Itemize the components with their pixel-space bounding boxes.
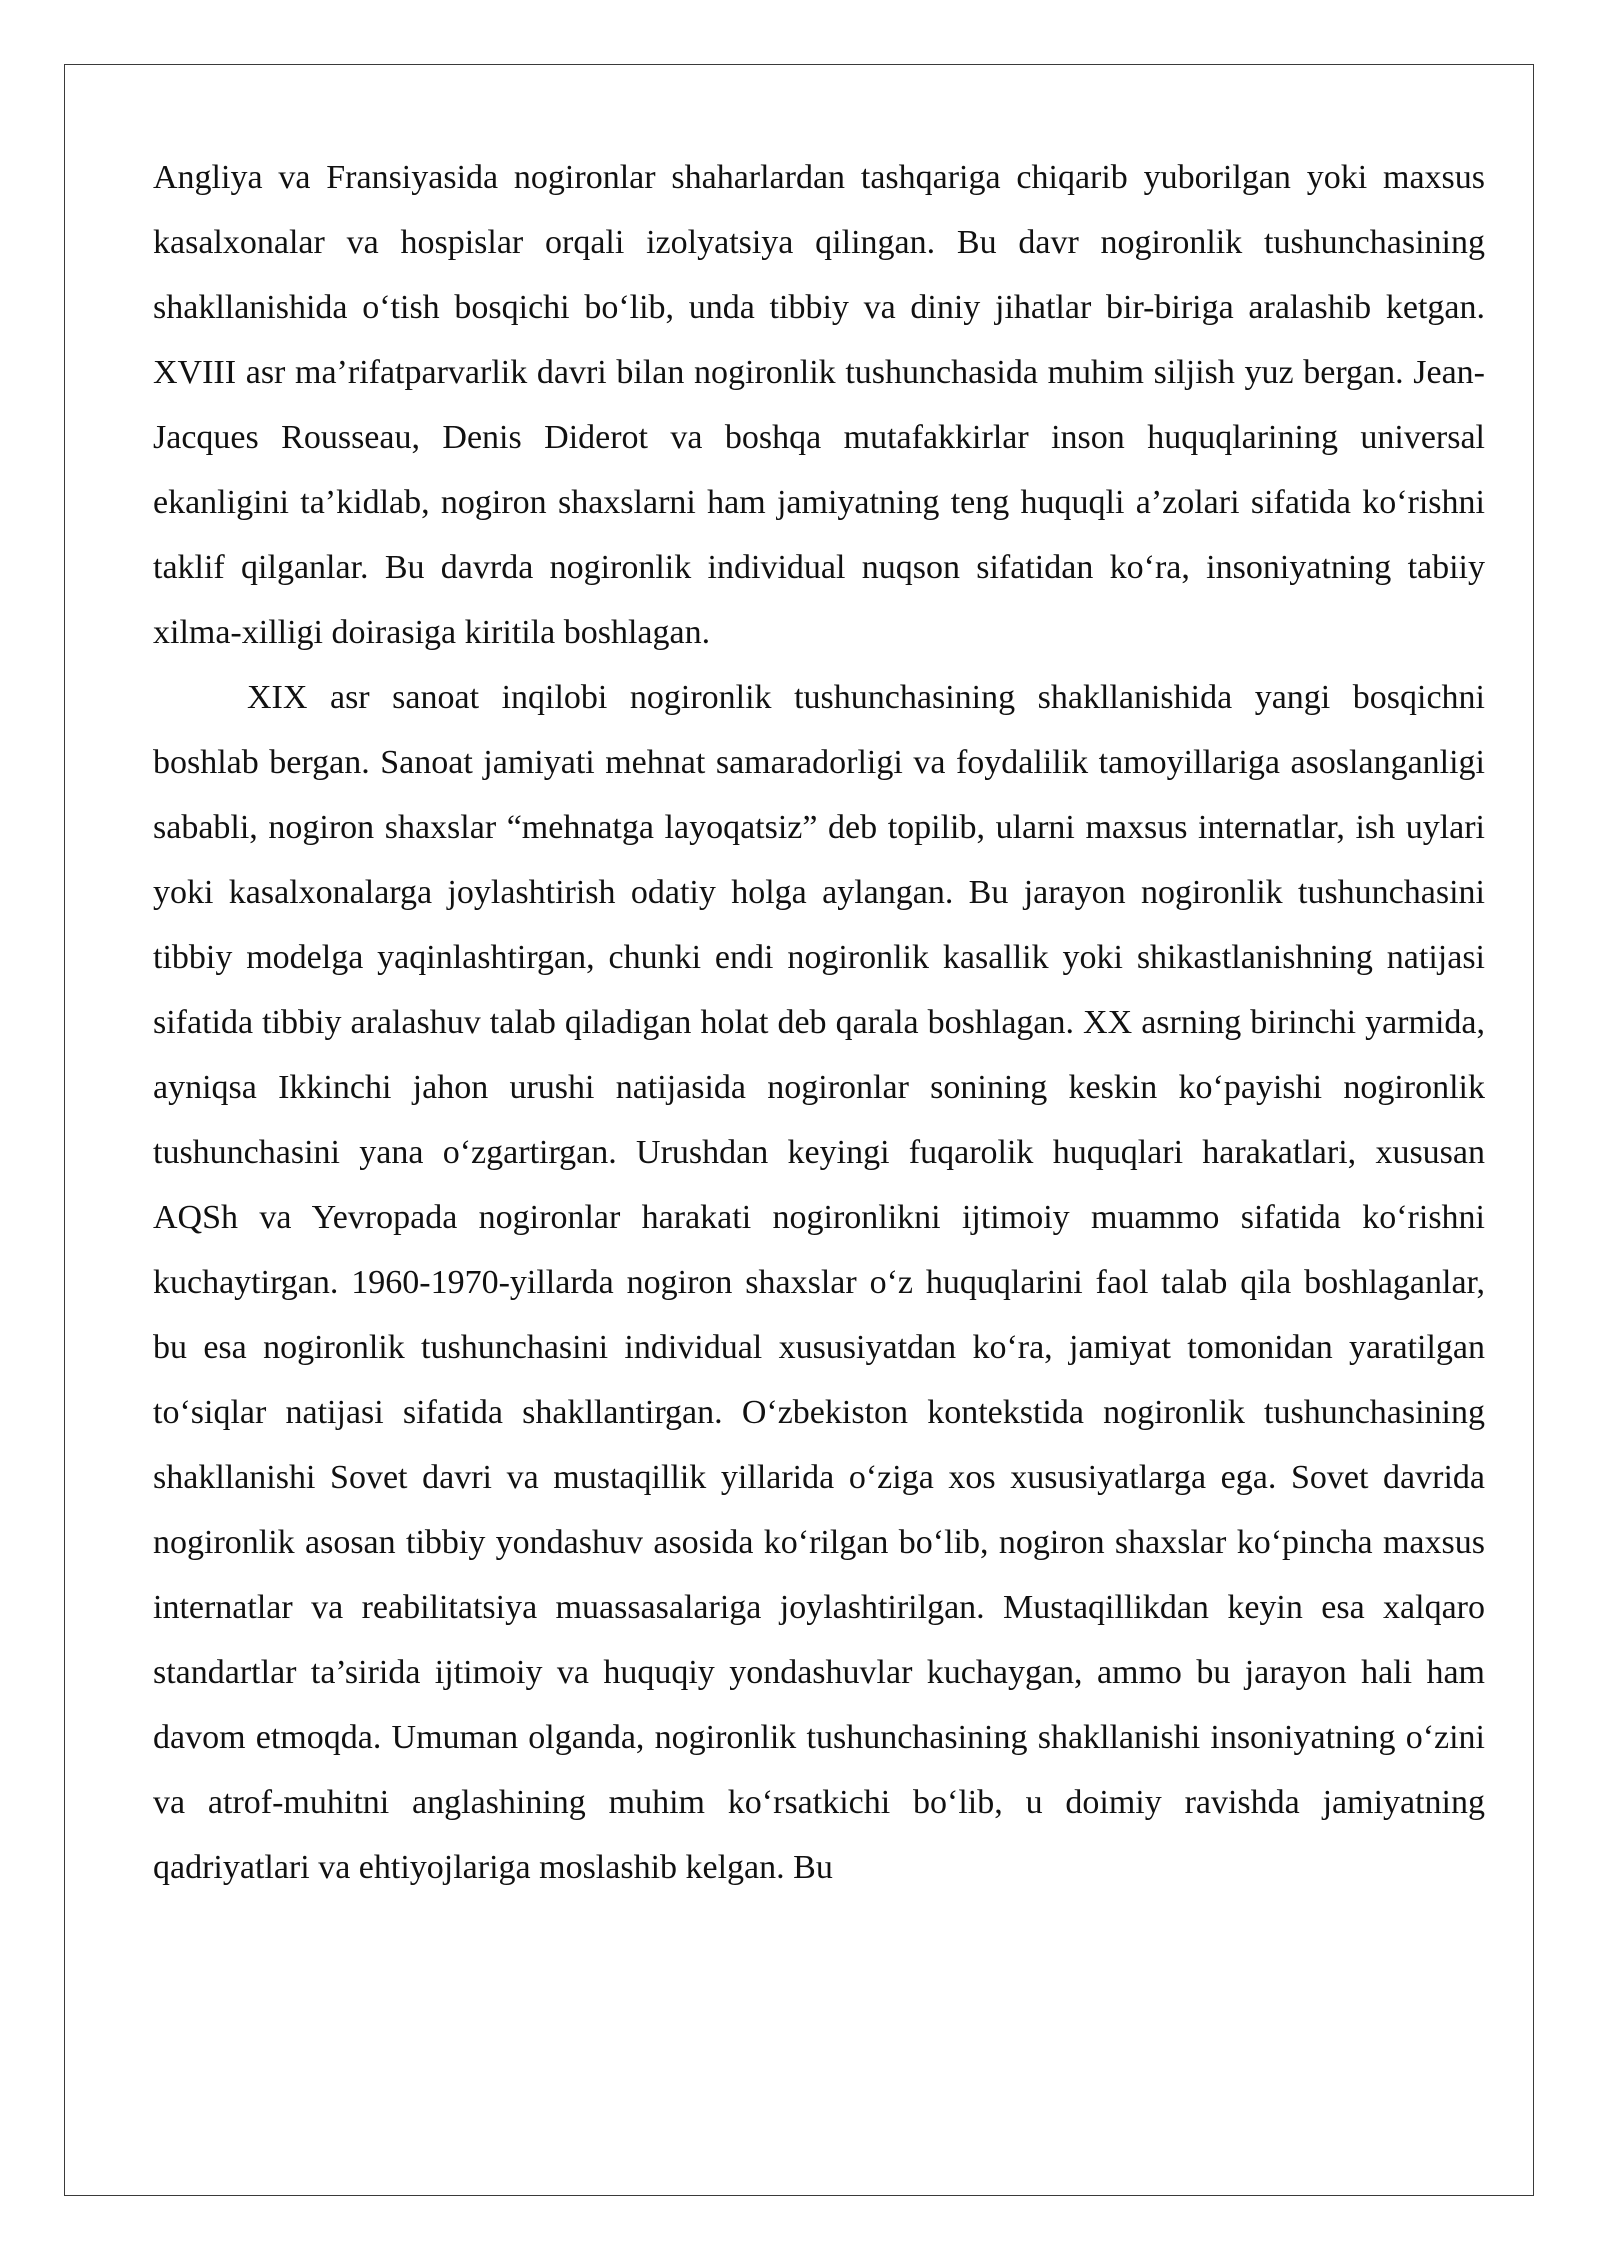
document-body [153,145,1485,1900]
paragraph-2: XIX asr sanoat inqilobi nogironlik tushunchasining shakllanishida yangi bosqichni boshlab bergan. Sanoat jamiyati mehnat samaradorligi va foydalilik tamoyillariga asoslanganligi sababli, nogiron shaxslar “mehnatga layoqatsiz” deb topilib, ularni maxsus internatlar, ish uylari yoki kasalxonalarga joylashtirish odatiy holga aylangan. Bu jarayon nogironlik tushunchasini tibbiy modelga yaqinlashtirgan, chunki endi nogironlik kasallik yoki shikastlanishning natijasi sifatida tibbiy aralashuv talab qiladigan holat deb qarala boshlagan. XX asrning birinchi yarmida, ayniqsa Ikkinchi jahon urushi natijasida nogironlar sonining keskin ko‘payishi nogironlik tushunchasini yana o‘zgartirgan. Urushdan keyingi fuqarolik huquqlari harakatlari, xususan AQSh va Yevropada nogironlar harakati nogironlikni ijtimoiy muammo sifatida ko‘rishni kuchaytirgan. 1960-1970-yillarda nogiron shaxslar o‘z huquqlarini faol talab qila boshlaganlar, bu esa nogironlik tushunchasini individual xususiyatdan ko‘ra, jamiyat tomonidan yaratilgan to‘siqlar natijasi sifatida shakllantirgan. O‘zbekiston kontekstida nogironlik tushunchasining shakllanishi Sovet davri va mustaqillik yillarida o‘ziga xos xususiyatlarga ega. Sovet davrida nogironlik asosan tibbiy yondashuv asosida ko‘rilgan bo‘lib, nogiron shaxslar ko‘pincha maxsus internatlar va reabilitatsiya muassasalariga joylashtirilgan. Mustaqillikdan keyin esa xalqaro standartlar ta’sirida ijtimoiy va huquqiy yondashuvlar kuchaygan, ammo bu jarayon hali ham davom etmoqda. Umuman olganda, nogironlik tushunchasining shakllanishi insoniyatning o‘zini va atrof-muhitni anglashining muhim ko‘rsatkichi bo‘lib, u doimiy ravishda jamiyatning qadriyatlari va ehtiyojlariga moslashib kelgan. Bu [153,679,1485,1886]
paragraph-1: Angliya va Fransiyasida nogironlar shaharlardan tashqariga chiqarib yuborilgan yoki maxsus kasalxonalar va hospislar orqali izolyatsiya qilingan. Bu davr nogironlik tushunchasining shakllanishida o‘tish bosqichi bo‘lib, unda tibbiy va diniy jihatlar bir-biriga aralashib ketgan. XVIII asr ma’rifatparvarlik davri bilan nogironlik tushunchasida muhim siljish yuz bergan. Jean-Jacques Rousseau, Denis Diderot va boshqa mutafakkirlar inson huquqlarining universal ekanligini ta’kidlab, nogiron shaxslarni ham jamiyatning teng huquqli a’zolari sifatida ko‘rishni taklif qilganlar. Bu davrda nogironlik individual nuqson sifatidan ko‘ra, insoniyatning tabiiy xilma-xilligi doirasiga kiritila boshlagan. [153,159,1485,651]
